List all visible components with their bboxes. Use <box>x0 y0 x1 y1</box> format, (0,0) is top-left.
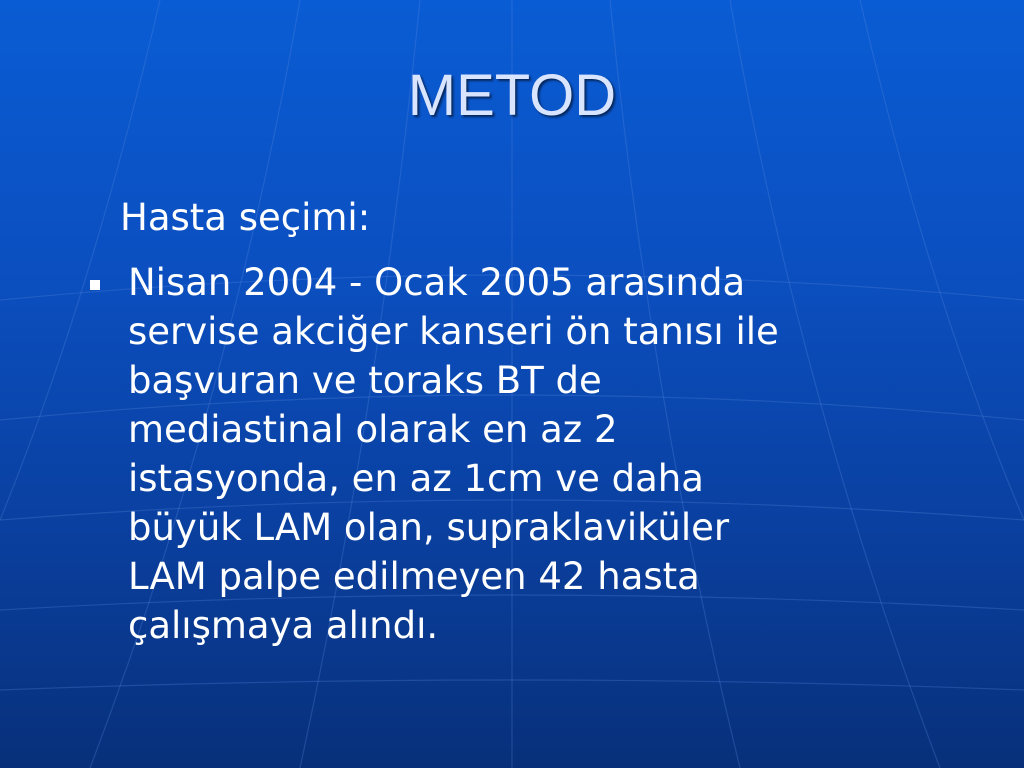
square-bullet-icon <box>90 280 100 290</box>
bullet-line: Nisan 2004 - Ocak 2005 arasında <box>128 261 746 304</box>
bullet-line: LAM palpe edilmeyen 42 hasta <box>128 555 700 598</box>
bullet-line: başvuran ve toraks BT de <box>128 359 602 402</box>
slide-title: METOD <box>407 63 617 128</box>
bullet-line: istasyonda, en az 1cm ve daha <box>128 457 704 500</box>
bullet-line: çalışmaya alındı. <box>128 604 439 647</box>
bullet-text <box>128 258 958 650</box>
subheading: Hasta seçimi: <box>120 196 371 239</box>
bullet-line: mediastinal olarak en az 2 <box>128 408 618 451</box>
bullet-line: servise akciğer kanseri ön tanısı ile <box>128 310 779 353</box>
bullet-line: büyük LAM olan, supraklaviküler <box>128 506 730 549</box>
